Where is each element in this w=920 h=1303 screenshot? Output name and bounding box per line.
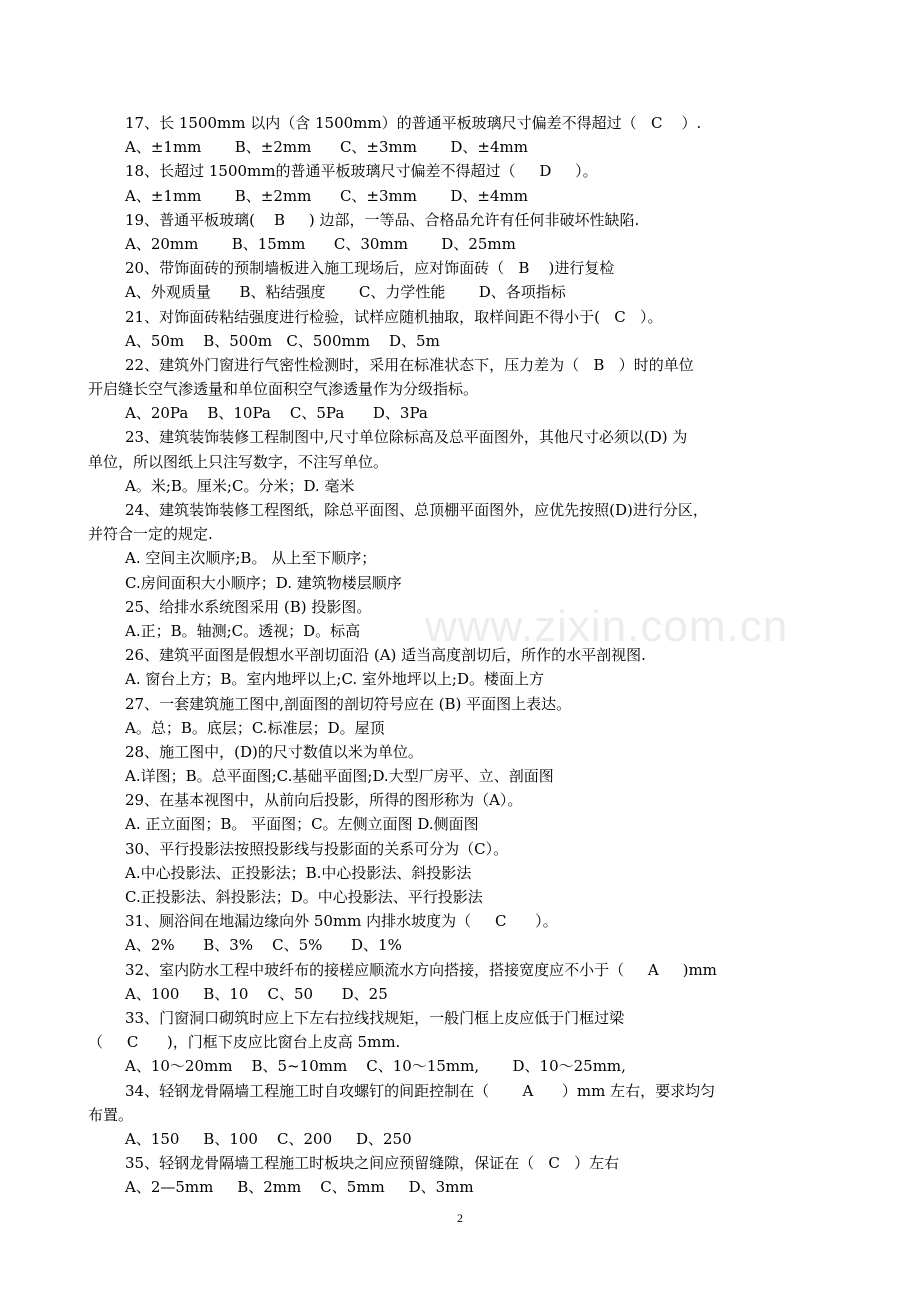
text-line: A、20Pa B、10Pa C、5Pa D、3Pa bbox=[125, 404, 428, 423]
text-line: A. 空间主次顺序;B。 从上至下顺序； bbox=[125, 549, 377, 568]
text-line: A.正；B。轴测;C。透视；D。标高 bbox=[125, 621, 361, 640]
text-line: A.中心投影法、正投影法；B.中心投影法、斜投影法 bbox=[125, 863, 472, 882]
text-line: A、±1mm B、±2mm C、±3mm D、±4mm bbox=[125, 186, 528, 205]
text-line: 27、一套建筑施工图中,剖面图的剖切符号应在 (B) 平面图上表达。 bbox=[125, 694, 572, 713]
text-line: 22、建筑外门窗进行气密性检测时，采用在标准状态下，压力差为（ B ）时的单位 bbox=[125, 355, 694, 374]
text-line: 17、长 1500mm 以内（含 1500mm）的普通平板玻璃尺寸偏差不得超过（ C ）. bbox=[125, 114, 702, 132]
text-line: A。总；B。底层；C.标准层；D。屋顶 bbox=[125, 718, 385, 737]
text-line: 26、建筑平面图是假想水平剖切面沿 (A) 适当高度剖切后，所作的水平剖视图. bbox=[125, 646, 646, 665]
question-list bbox=[88, 111, 830, 1199]
text-line: 单位，所以图纸上只注写数字，不注写单位。 bbox=[88, 452, 389, 471]
text-line: A、±1mm B、±2mm C、±3mm D、±4mm bbox=[125, 138, 528, 157]
text-line: 19、普通平板玻璃( B ) 边部，一等品、合格品允许有任何非破坏性缺陷. bbox=[125, 210, 640, 229]
text-line: A、2—5mm B、2mm C、5mm D、3mm bbox=[125, 1178, 474, 1197]
text-line: A。米;B。厘米;C。分米；D. 毫米 bbox=[125, 476, 355, 495]
watermark: www.zixin.com.cn bbox=[425, 602, 789, 651]
text-line: 35、轻钢龙骨隔墙工程施工时板块之间应预留缝隙，保证在（ C ）左右 bbox=[125, 1154, 620, 1173]
text-line: A. 窗台上方；B。室内地坪以上;C. 室外地坪以上;D。楼面上方 bbox=[125, 670, 545, 689]
text-line: 31、厕浴间在地漏边缘向外 50mm 内排水坡度为（ C ）。 bbox=[125, 912, 558, 931]
text-line: 18、长超过 1500mm的普通平板玻璃尺寸偏差不得超过（ D ）。 bbox=[125, 162, 598, 181]
text-line: A. 正立面图；B。 平面图；C。左侧立面图 D.侧面图 bbox=[125, 815, 479, 834]
text-line: 30、平行投影法按照投影线与投影面的关系可分为（C）。 bbox=[125, 839, 509, 858]
text-line: 32、室内防水工程中玻纤布的接槎应顺流水方向搭接，搭接宽度应不小于（ A )mm bbox=[125, 960, 717, 979]
text-line: 24、建筑装饰装修工程图纸，除总平面图、总顶棚平面图外，应优先按照(D)进行分区， bbox=[125, 501, 708, 519]
text-line: 25、给排水系统图采用 (B) 投影图。 bbox=[125, 597, 372, 616]
text-line: A、外观质量 B、粘结强度 C、力学性能 D、各项指标 bbox=[125, 283, 566, 302]
text-line: A、20mm B、15mm C、30mm D、25mm bbox=[125, 234, 516, 253]
text-line: 并符合一定的规定. bbox=[88, 525, 213, 544]
text-line: 33、门窗洞口砌筑时应上下左右拉线找规矩，一般门框上皮应低于门框过梁 bbox=[125, 1008, 625, 1027]
text-line: A、100 B、10 C、50 D、25 bbox=[125, 984, 388, 1003]
text-line: C.正投影法、斜投影法；D。中心投影法、平行投影法 bbox=[125, 888, 483, 906]
text-line: C.房间面积大小顺序；D. 建筑物楼层顺序 bbox=[125, 573, 402, 592]
text-line: 20、带饰面砖的预制墙板进入施工现场后，应对饰面砖（ B )进行复检 bbox=[125, 259, 615, 278]
text-line: 34、轻钢龙骨隔墙工程施工时自攻螺钉的间距控制在（ A ）mm 左右，要求均匀 bbox=[125, 1081, 716, 1100]
text-line: 23、建筑装饰装修工程制图中,尺寸单位除标高及总平面图外，其他尺寸必须以(D) 为 bbox=[125, 428, 688, 447]
text-line: A、50m B、500m C、500mm D、5m bbox=[125, 331, 440, 350]
text-line: 29、在基本视图中，从前向后投影，所得的图形称为（A）。 bbox=[125, 791, 523, 810]
text-line: （ C )，门框下皮应比窗台上皮高 5mm. bbox=[88, 1033, 401, 1052]
text-line: 28、施工图中，(D)的尺寸数值以米为单位。 bbox=[125, 742, 423, 761]
page-number: 2 bbox=[457, 1211, 463, 1225]
text-line: 布置。 bbox=[88, 1105, 134, 1124]
text-line: 21、对饰面砖粘结强度进行检验，试样应随机抽取，取样间距不得小于( C ）。 bbox=[125, 307, 663, 326]
text-line: A、2% B、3% C、5% D、1% bbox=[125, 936, 402, 955]
text-line: A、150 B、100 C、200 D、250 bbox=[125, 1129, 412, 1148]
text-line: 开启缝长空气渗透量和单位面积空气渗透量作为分级指标。 bbox=[88, 380, 479, 399]
text-line: A、10～20mm B、5~10mm C、10～15mm, D、10～25mm, bbox=[125, 1057, 626, 1076]
text-line: A.详图；B。总平面图;C.基础平面图;D.大型厂房平、立、剖面图 bbox=[125, 767, 554, 786]
